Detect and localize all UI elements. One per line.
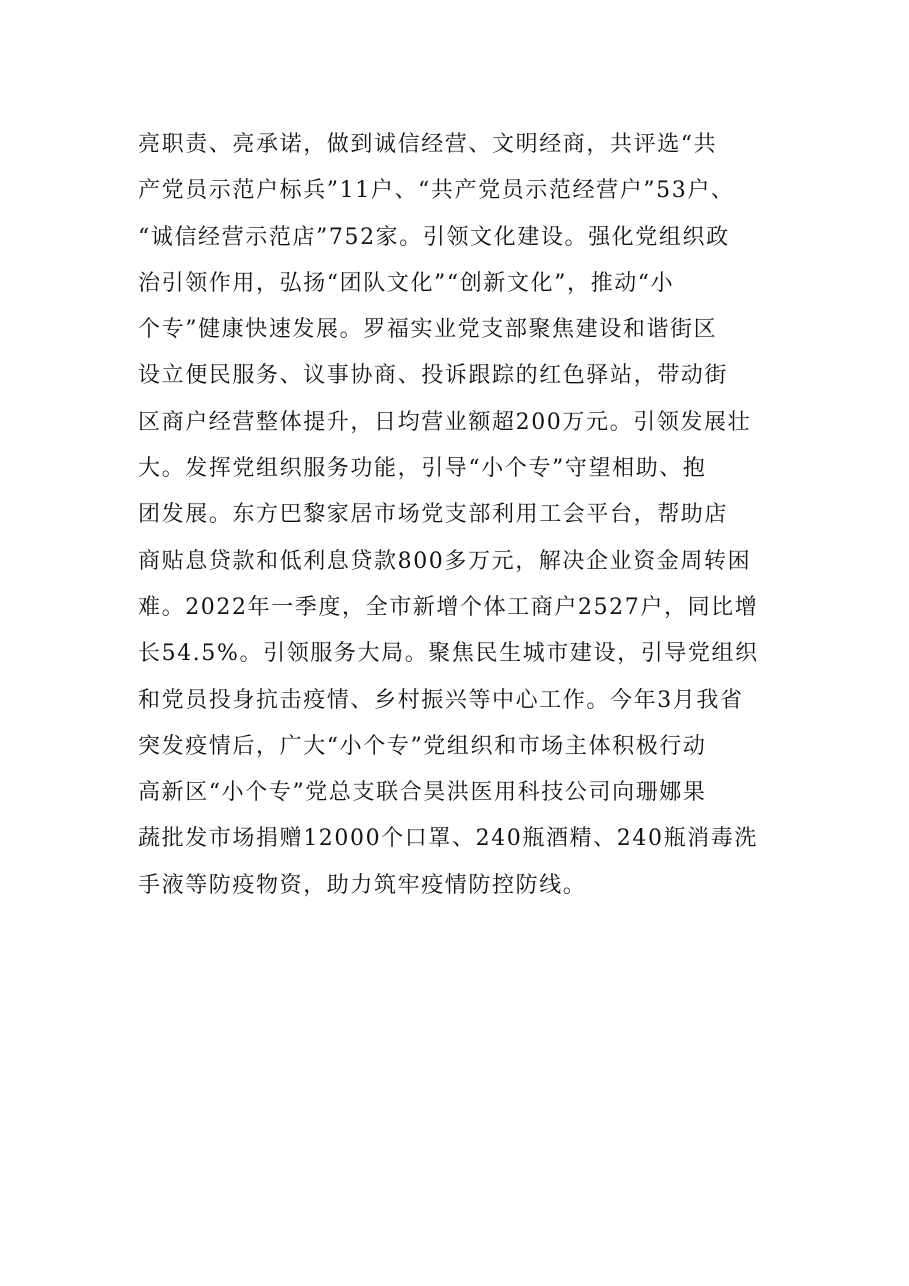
text-line: 手液等防疫物资，助力筑牢疫情防控防线。 — [138, 872, 587, 898]
text-line: 产党员示范户标兵”11户、“共产党员示范经营户”53户、 — [138, 178, 735, 204]
body-paragraph — [138, 122, 798, 909]
text-line: 难。2022年一季度，全市新增个体工商户2527户，同比增 — [138, 594, 759, 620]
text-line: 大。发挥党组织服务功能，引导“小个专”守望相助、抱 — [138, 456, 707, 482]
text-line: “诚信经营示范店”752家。引领文化建设。强化党组织政 — [138, 224, 730, 250]
text-line: 高新区“小个专”党总支联合昊洪医用科技公司向珊娜果 — [138, 780, 707, 806]
text-line: 设立便民服务、议事协商、投诉跟踪的红色驿站，带动街 — [138, 363, 729, 389]
text-line: 商贴息贷款和低利息贷款800多万元，解决企业资金周转困 — [138, 548, 752, 574]
text-line: 个专”健康快速发展。罗福实业党支部聚焦建设和谐街区 — [138, 317, 718, 343]
text-line: 亮职责、亮承诺，做到诚信经营、文明经商，共评选“共 — [138, 132, 718, 157]
text-line: 治引领作用，弘扬“团队文化”“创新文化”，推动“小 — [138, 270, 675, 296]
text-line: 蔬批发市场捐赠12000个口罩、240瓶酒精、240瓶消毒洗 — [138, 826, 758, 852]
text-line: 突发疫情后，广大“小个专”党组织和市场主体积极行动 — [138, 733, 707, 759]
text-line: 团发展。东方巴黎家居市场党支部利用工会平台，帮助店 — [138, 502, 729, 528]
text-line: 长54.5%。引领服务大局。聚焦民生城市建设，引导党组织 — [138, 641, 759, 667]
text-line: 和党员投身抗击疫情、乡村振兴等中心工作。今年3月我省 — [138, 687, 744, 713]
text-line: 区商户经营整体提升，日均营业额超200万元。引领发展壮 — [138, 409, 752, 435]
